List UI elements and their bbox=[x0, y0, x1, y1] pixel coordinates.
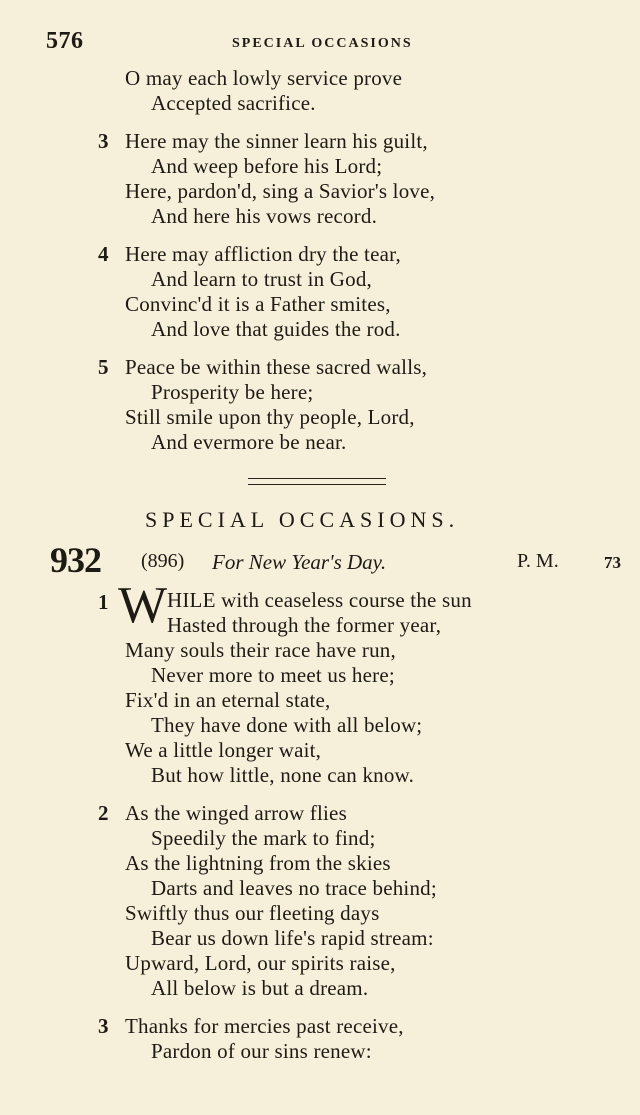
verse-line: Speedily the mark to find; bbox=[151, 826, 376, 850]
verse-line: Bear us down life's rapid stream: bbox=[151, 926, 434, 950]
drop-cap: W bbox=[118, 577, 168, 634]
verse-line: Darts and leaves no trace behind; bbox=[151, 876, 437, 900]
verse-line: Many souls their race have run, bbox=[125, 638, 396, 662]
verse-line: Thanks for mercies past receive, bbox=[125, 1014, 404, 1038]
stanza-number: 1 bbox=[98, 590, 109, 614]
verse-line: Peace be within these sacred walls, bbox=[125, 355, 428, 379]
hymn-occasion: For New Year's Day. bbox=[212, 550, 387, 574]
verse-line: Convinc'd it is a Father smites, bbox=[125, 292, 391, 316]
verse-line: And here his vows record. bbox=[151, 204, 378, 228]
verse-line: Here may the sinner learn his guilt, bbox=[125, 129, 428, 153]
verse-line: We a little longer wait, bbox=[125, 738, 322, 762]
verse-line: And evermore be near. bbox=[151, 430, 347, 454]
verse-line: Never more to meet us here; bbox=[151, 663, 395, 687]
verse-line: Here, pardon'd, sing a Savior's love, bbox=[125, 179, 436, 203]
verse-line: Hasted through the former year, bbox=[167, 613, 442, 637]
verse-line: As the winged arrow flies bbox=[125, 801, 347, 825]
verse-line: Pardon of our sins renew: bbox=[151, 1039, 372, 1063]
verse-line: O may each lowly service prove bbox=[125, 66, 403, 90]
verse-line: And love that guides the rod. bbox=[151, 317, 401, 341]
verse-line: Here may affliction dry the tear, bbox=[125, 242, 401, 266]
verse-line: Still smile upon thy people, Lord, bbox=[125, 405, 415, 429]
verse-line: Fix'd in an eternal state, bbox=[125, 688, 331, 712]
verse-line: And learn to trust in God, bbox=[151, 267, 373, 291]
stanza-number: 5 bbox=[98, 355, 109, 379]
verse-line: Prosperity be here; bbox=[151, 380, 314, 404]
section-title: SPECIAL OCCASIONS. bbox=[145, 507, 460, 532]
stanza-number: 3 bbox=[98, 1014, 109, 1038]
running-title: SPECIAL OCCASIONS bbox=[232, 36, 413, 51]
verse-line: Swiftly thus our fleeting days bbox=[125, 901, 380, 925]
verse-line: And weep before his Lord; bbox=[151, 154, 383, 178]
stanza-number: 2 bbox=[98, 801, 109, 825]
section-divider bbox=[248, 478, 386, 485]
verse-line: All below is but a dream. bbox=[151, 976, 369, 1000]
verse-line: As the lightning from the skies bbox=[125, 851, 391, 875]
hymn-alt-number: (896) bbox=[141, 550, 185, 572]
hymn-number: 932 bbox=[50, 540, 101, 580]
page-number: 576 bbox=[46, 28, 84, 54]
stanza-number: 4 bbox=[98, 242, 109, 266]
verse-line: They have done with all below; bbox=[151, 713, 423, 737]
stanza-number: 3 bbox=[98, 129, 109, 153]
verse-line: Accepted sacrifice. bbox=[151, 91, 316, 115]
verse-line: Upward, Lord, our spirits raise, bbox=[125, 951, 396, 975]
tune-number: 73 bbox=[604, 553, 621, 572]
verse-line: HILE with ceaseless course the sun bbox=[167, 588, 472, 612]
hymn-meter: P. M. bbox=[517, 550, 559, 572]
verse-line: But how little, none can know. bbox=[151, 763, 415, 787]
